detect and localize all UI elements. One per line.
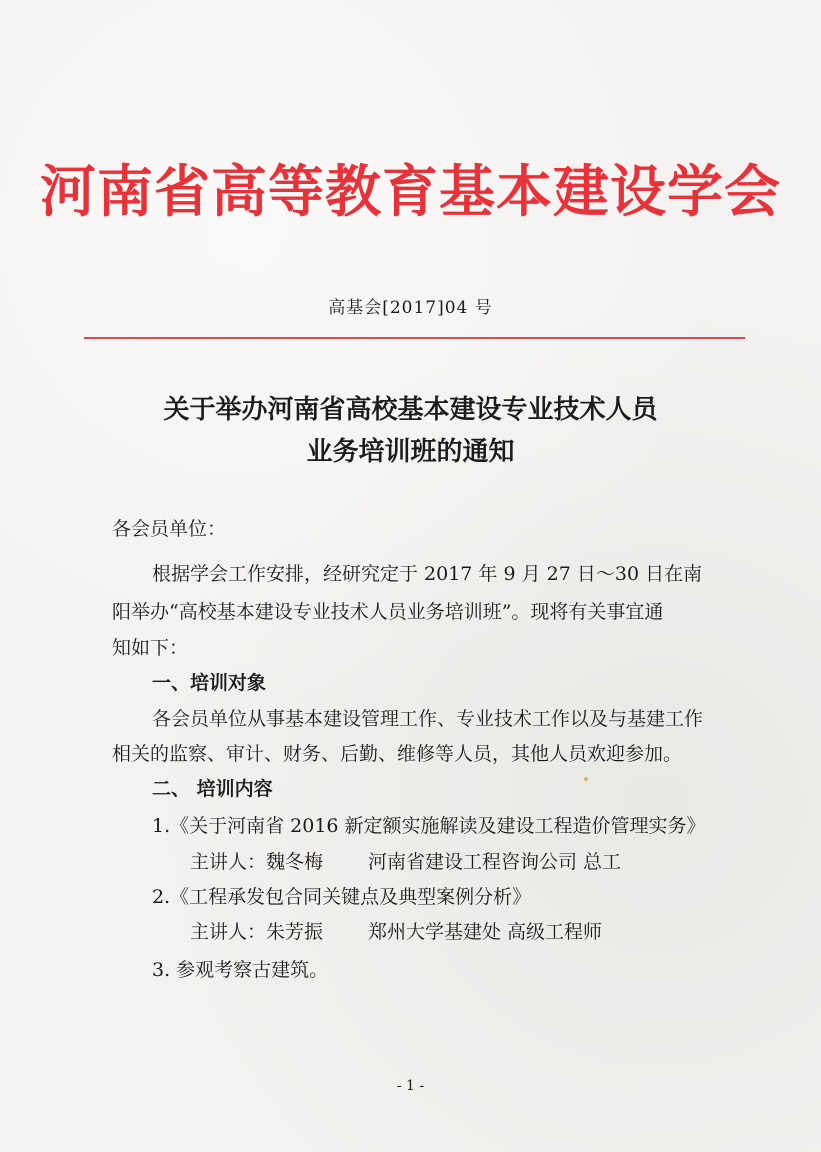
paper-speck	[584, 777, 588, 781]
section-1-line-1: 各会员单位从事基本建设管理工作、专业技术工作以及与基建工作	[152, 708, 704, 730]
item-1-speaker-name: 主讲人：魏冬梅	[190, 851, 324, 873]
notice-title-line-2: 业务培训班的通知	[306, 437, 515, 467]
document-number: 高基会[2017]04 号	[328, 298, 493, 318]
item-2-speaker-name: 主讲人：朱芳振	[190, 921, 324, 943]
item-1-speaker-organization: 河南省建设工程咨询公司 总工	[368, 851, 622, 873]
content-item-3: 3. 参观考察古建筑。	[152, 959, 329, 981]
section-2-heading: 二、 培训内容	[152, 778, 273, 800]
item-2-speaker-organization: 郑州大学基建处 高级工程师	[368, 921, 603, 943]
content-item-1: 1.《关于河南省 2016 新定额实施解读及建设工程造价管理实务》	[152, 815, 706, 837]
intro-line-1: 根据学会工作安排，经研究定于 2017 年 9 月 27 日～30 日在南	[152, 563, 703, 585]
content-item-2: 2.《工程承发包合同关键点及典型案例分析》	[152, 886, 532, 908]
salutation: 各会员单位：	[112, 518, 227, 540]
intro-line-3: 知如下：	[112, 637, 189, 659]
intro-line-2: 阳举办“高校基本建设专业技术人员业务培训班”。现将有关事宜通	[112, 601, 664, 623]
letterhead-title: 河南省高等教育基本建设学会	[40, 160, 781, 225]
section-1-heading: 一、培训对象	[152, 672, 267, 694]
red-divider-line	[84, 337, 745, 339]
page-number: - 1 -	[396, 1078, 425, 1094]
section-1-line-2: 相关的监察、审计、财务、后勤、维修等人员，其他人员欢迎参加。	[112, 743, 683, 765]
notice-title-line-1: 关于举办河南省高校基本建设专业技术人员	[163, 395, 658, 425]
